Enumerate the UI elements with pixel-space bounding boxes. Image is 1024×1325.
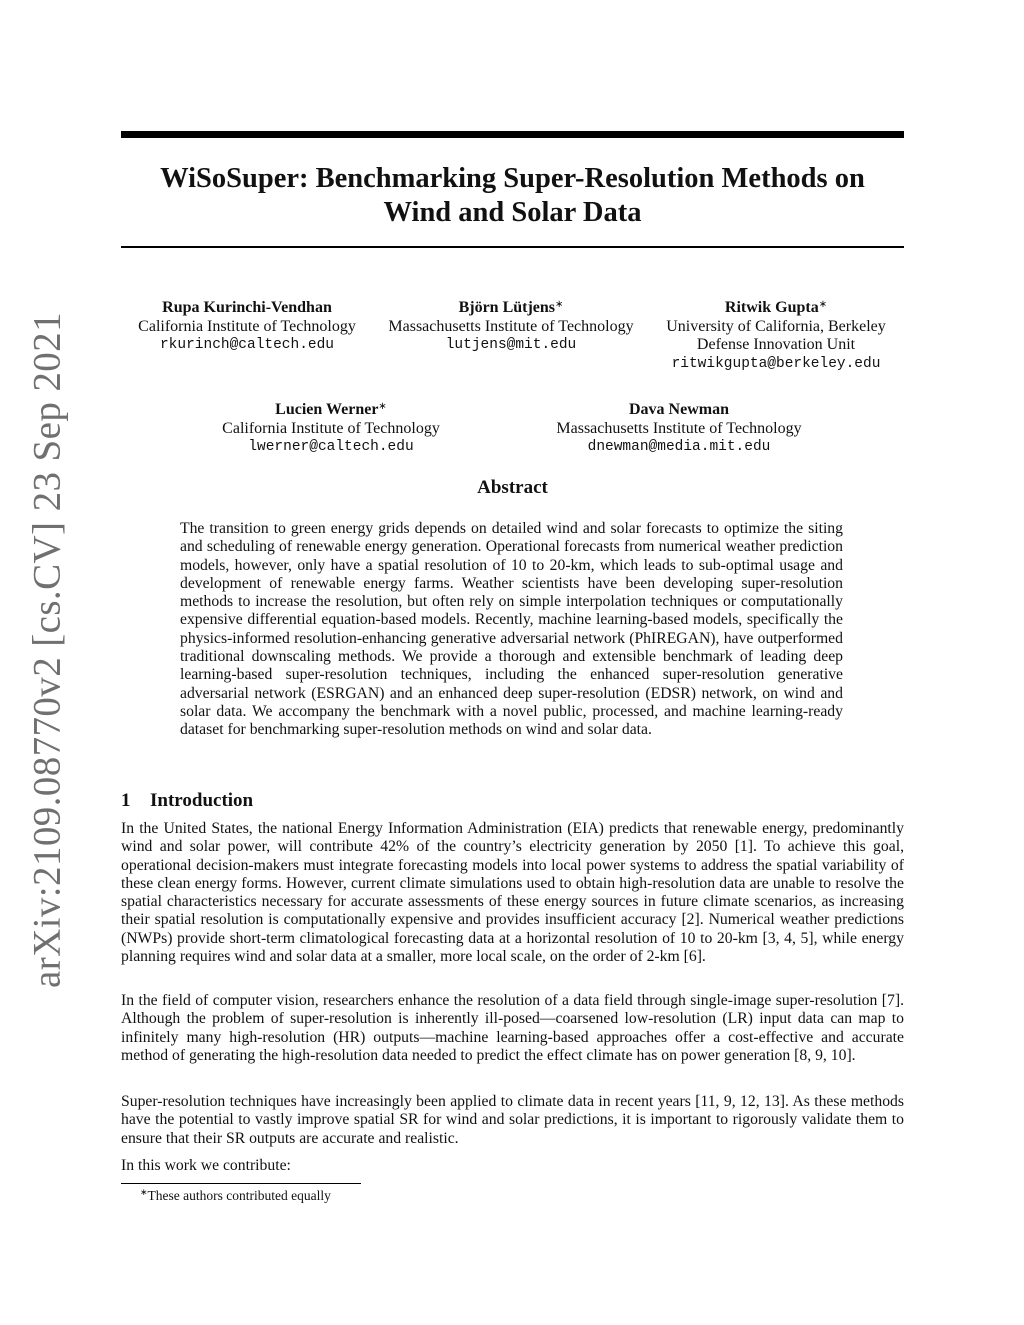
intro-paragraph: Super-resolution techniques have increasingly been applied to climate data in recent years [11, 9, 12, 13]. As these methods have the potential to vastly improve spatial SR for wind and solar predictions, it is important to rigorously validate them to ensure that their SR outputs are accurate and realistic. [121,1093,904,1147]
title-rule-top [121,131,904,138]
author-name: Rupa Kurinchi-Vendhan [162,299,332,316]
author-affiliation: California Institute of Technology [138,317,356,335]
footnote-mark: ∗ [140,1187,148,1197]
section-heading-introduction [121,790,253,812]
author-email[interactable]: dnewman@media.mit.edu [587,439,771,455]
author-email[interactable]: ritwikgupta@berkeley.edu [671,355,881,372]
footnote-text: These authors contributed equally [147,1188,331,1203]
author-name: Ritwik Gupta∗ [724,299,828,316]
abstract-text: The transition to green energy grids depends on detailed wind and solar forecasts to optimize the siting and scheduling of renewable energy generation. Operational forecasts from numerical weather prediction models, however, only have a spatial resolution of 10 to 20-km, which leads to sub-optimal usage and development of renewable energy farms. Weather scientists have been developing super-resolution methods to increase the resolution, but often rely on simple interpolation techniques or computationally expensive differential equation-based models. Recently, machine learning-based models, specifically the physics-informed resolution-enhancing generative adversarial network (PhIREGAN), have outperformed traditional downscaling methods. We provide a thorough and extensible benchmark of leading deep learning-based super-resolution techniques, including the enhanced super-resolution generative adversarial network (ESRGAN) and an enhanced deep super-resolution (EDSR) network, on wind and solar data. We accompany the benchmark with a novel public, processed, and machine learning-ready dataset for benchmarking super-resolution methods on wind and solar data. [180,520,843,739]
paper-title [121,162,904,230]
section-title: Introduction [150,790,254,811]
intro-paragraph: In the field of computer vision, researchers enhance the resolution of a data field through single-image super-resolution [7]. Although the problem of super-resolution is inherently ill-posed—coarsened low-resolution (LR) input data can map to infinitely many high-resolution (HR) outputs—machine learning-based approaches offer a cost-effective and accurate method of generating the high-resolution data needed to predict the effect climate has on power generation [8, 9, 10]. [121,992,904,1064]
footnote-rule [121,1183,361,1184]
footnote [140,1187,331,1204]
author-affiliation: University of California, Berkeley [666,317,886,335]
author-block [529,398,829,457]
author-email[interactable]: rkurinch@caltech.edu [159,337,335,353]
author-block [626,296,926,373]
author-block [181,398,481,457]
intro-paragraph: In the United States, the national Energy Information Administration (EIA) predicts that renewable energy, predominantly wind and solar power, will contribute 42% of the country’s electricity generation by 2050 [1]. To achieve this goal, operational decision-makers must integrate forecasting models into local power systems to address the spatial variability of these clean energy forms. However, current climate simulations used to obtain high-resolution data are unable to resolve the spatial characteristics necessary for accurate assessments of these energy sources in future climate scenarios, as increasing their spatial resolution is computationally expensive and provides insufficient accuracy [2]. Numerical weather predictions (NWPs) provide short-term climatological forecasting data at a horizontal resolution of 10 to 20-km [3, 4, 5], while energy planning requires wind and solar data at a smaller, more local scale, on the order of 2-km [6]. [121,820,904,966]
section-number: 1 [121,790,131,811]
arxiv-identifier: arXiv:2109.08770v2 [cs.CV] 23 Sep 2021 [25,312,69,988]
author-email[interactable]: lwerner@caltech.edu [248,439,414,455]
author-affiliation: Massachusetts Institute of Technology [388,317,634,335]
author-name: Björn Lütjens∗ [458,299,564,316]
author-email[interactable]: lutjens@mit.edu [445,337,577,353]
author-name: Lucien Werner∗ [275,401,387,418]
author-affiliation: Massachusetts Institute of Technology [556,419,802,437]
author-affiliation-secondary: Defense Innovation Unit [696,336,856,353]
author-block [97,296,397,355]
author-name: Dava Newman [629,401,729,418]
title-line-1: WiSoSuper: Benchmarking Super-Resolution Methods on [160,163,865,194]
author-affiliation: California Institute of Technology [222,419,440,437]
title-line-2: Wind and Solar Data [383,197,642,228]
intro-paragraph: In this work we contribute: [121,1157,291,1174]
abstract-heading: Abstract [477,477,548,498]
author-block [361,296,661,355]
title-rule-bottom [121,246,904,248]
